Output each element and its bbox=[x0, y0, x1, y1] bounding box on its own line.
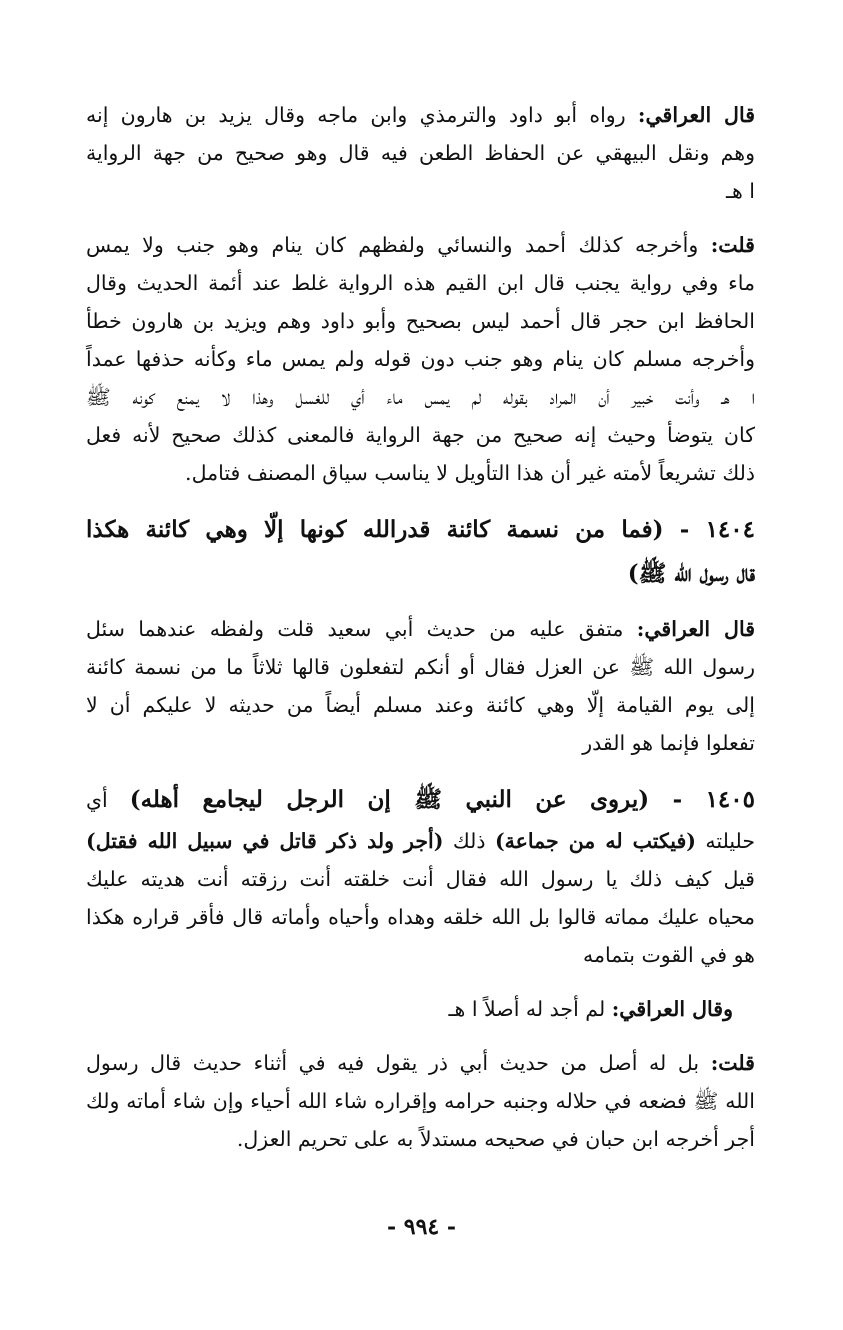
quoted-text: (أجر ولد ذكر قاتل في سبيل الله فقتل) bbox=[86, 829, 444, 853]
text-line: هو في القوت بتمامه bbox=[583, 943, 755, 967]
heading-text: (يروى عن النبي ﷺ إن الرجل ليجامع أهله) bbox=[129, 786, 673, 813]
text-line: ا هـ bbox=[725, 179, 755, 203]
hadith-heading-1405 bbox=[86, 778, 755, 822]
speaker-label: قلت: bbox=[710, 233, 755, 257]
text-line: إلى يوم القيامة إلّا وهي كائنة وعند مسلم أيضاً من حديثه لا عليكم أن لا bbox=[86, 693, 755, 717]
text-line: رواه أبو داود والترمذي وابن ماجه وقال يزيد بن هارون إنه bbox=[86, 103, 638, 127]
hadith-number: ١٤٠٤ - bbox=[679, 516, 755, 543]
commentary-iraqi-2 bbox=[86, 610, 755, 762]
text-line: محياه عليك مماته قالوا بل الله خلقه وهداه وأحياه وأماته قال فأقر قراره هكذا bbox=[86, 905, 755, 929]
text-line: بل له أصل من حديث أبي ذر يقول فيه في أثناء حديث قال رسول bbox=[86, 1051, 711, 1075]
speaker-label: وقال العراقي: bbox=[611, 997, 733, 1021]
text-line: لم أجد له أصلاً ا هـ bbox=[448, 997, 612, 1021]
hadith-number: ١٤٠٥ - bbox=[672, 786, 755, 813]
commentary-iraqi-3 bbox=[86, 990, 755, 1028]
heading-text: (فما من نسمة كائنة قدرالله كونها إلّا وهي كائنة هكذا bbox=[86, 516, 680, 543]
text-fragment: ذلك bbox=[443, 829, 495, 853]
speaker-label: قلت: bbox=[710, 1051, 755, 1075]
text-line: قيل كيف ذلك يا رسول الله فقال أنت خلقته أنت رزقته أنت هديته عليك bbox=[86, 867, 755, 891]
text-line: كان يتوضأ وحيث إنه صحيح من جهة الرواية فالمعنى كذلك صحيح لأنه فعل bbox=[86, 423, 755, 447]
text-line: ماء وفي رواية يجنب قال ابن القيم هذه الرواية غلط عند أئمة الحديث وقال bbox=[86, 271, 755, 295]
text-line: متفق عليه من حديث أبي سعيد قلت ولفظه عندهما سئل bbox=[86, 617, 637, 641]
hadith-1405-body bbox=[86, 822, 755, 974]
text-line: وأخرجه مسلم كان ينام وهو جنب دون قوله ولم يمس ماء وكأنه حذفها عمداً bbox=[86, 347, 755, 371]
commentary-qultu-1 bbox=[86, 226, 755, 492]
speaker-label: قال العراقي: bbox=[636, 617, 755, 641]
quoted-text: (فيكتب له من جماعة) bbox=[494, 829, 696, 853]
page-number: - ٩٩٤ - bbox=[386, 1214, 457, 1240]
text-fragment: حليلته bbox=[695, 829, 756, 853]
text-line: ذلك تشريعاً لأمته غير أن هذا التأويل لا يناسب سياق المصنف فتامل. bbox=[185, 461, 755, 485]
commentary-qultu-2 bbox=[86, 1044, 755, 1158]
speaker-label: قال العراقي: bbox=[637, 103, 755, 127]
text-line: وأخرجه كذلك أحمد والنسائي ولفظهم كان ينام وهو جنب ولا يمس bbox=[86, 233, 711, 257]
text-line: وهم ونقل البيهقي عن الحفاظ الطعن فيه قال وهو صحيح من جهة الرواية bbox=[86, 141, 755, 165]
text-line: الله ﷺ فضعه في حلاله وجنبه حرامه وإقراره شاء الله أحياء وإن شاء أماته ولك bbox=[86, 1089, 755, 1113]
commentary-iraqi-1 bbox=[86, 96, 755, 210]
text-line: رسول الله ﷺ عن العزل فقال أو أنكم لتفعلون قالها ثلاثاً ما من نسمة كائنة bbox=[86, 655, 755, 679]
text-line: أجر أخرجه ابن حبان في صحيحه مستدلاً به على تحريم العزل. bbox=[236, 1127, 755, 1151]
heading-tail: أي bbox=[86, 788, 130, 812]
text-line: تفعلوا فإنما هو القدر bbox=[582, 731, 755, 755]
text-line: الحافظ ابن حجر قال أحمد ليس بصحيح وأبو داود وهم ويزيد بن هارون خطأ bbox=[86, 309, 755, 333]
hadith-heading-1404 bbox=[86, 508, 755, 596]
text-line: ا هـ وأنت خبير أن المراد بقوله لم يمس ماء أي للغسل وهذا لا يمنع كونه ﷺ bbox=[86, 385, 755, 409]
heading-text: قال رسول الله ﷺ) bbox=[627, 560, 755, 587]
